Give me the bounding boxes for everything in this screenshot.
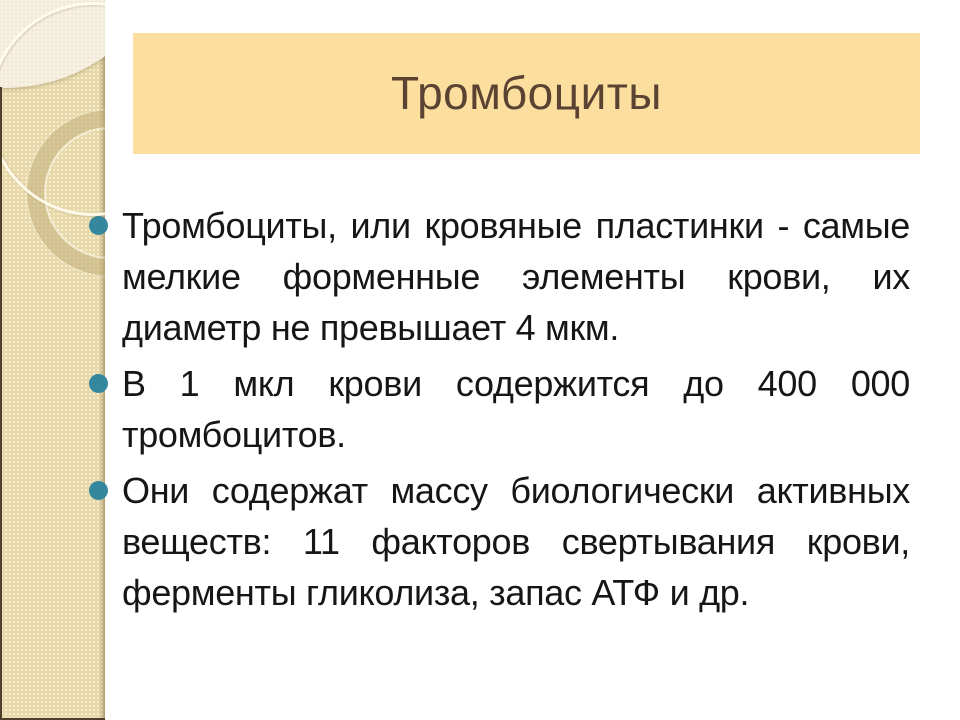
- list-item: [122, 465, 910, 618]
- sidebar-decoration: [0, 0, 105, 720]
- bullet-icon: [89, 374, 108, 393]
- bullet-text: Тромбоциты, или кровяные пластинки - самые мелкие форменные элементы крови, их диаметр не превышает 4 мкм.: [122, 205, 910, 348]
- bullet-text: В 1 мкл крови содержится до 400 000 тромбоцитов.: [122, 363, 910, 455]
- title-banner: [133, 33, 920, 154]
- page-title: Тромбоциты: [391, 67, 662, 119]
- bullet-text: Они содержат массу биологически активных веществ: 11 факторов свертывания крови, ферменты гликолиза, запас АТФ и др.: [122, 470, 910, 613]
- list-item: [122, 200, 910, 353]
- list-item: [122, 358, 910, 460]
- sidebar-left-border: [0, 87, 2, 720]
- bullet-icon: [89, 481, 108, 500]
- bullet-icon: [89, 216, 108, 235]
- bullet-list: [122, 200, 910, 623]
